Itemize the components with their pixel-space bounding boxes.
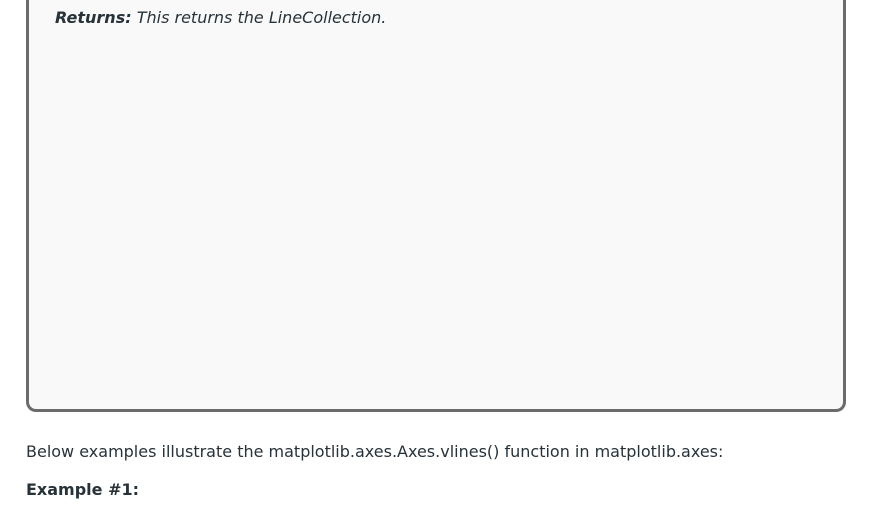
returns-label: Returns:: [55, 8, 132, 27]
examples-intro-text: Below examples illustrate the matplotlib.axes.Axes.vlines() function in matplotlib.axes:: [26, 442, 724, 461]
returns-note-box: [26, 0, 846, 412]
returns-line: [55, 8, 386, 27]
example-heading: Example #1:: [26, 480, 140, 499]
returns-description: This returns the LineCollection.: [136, 8, 387, 27]
